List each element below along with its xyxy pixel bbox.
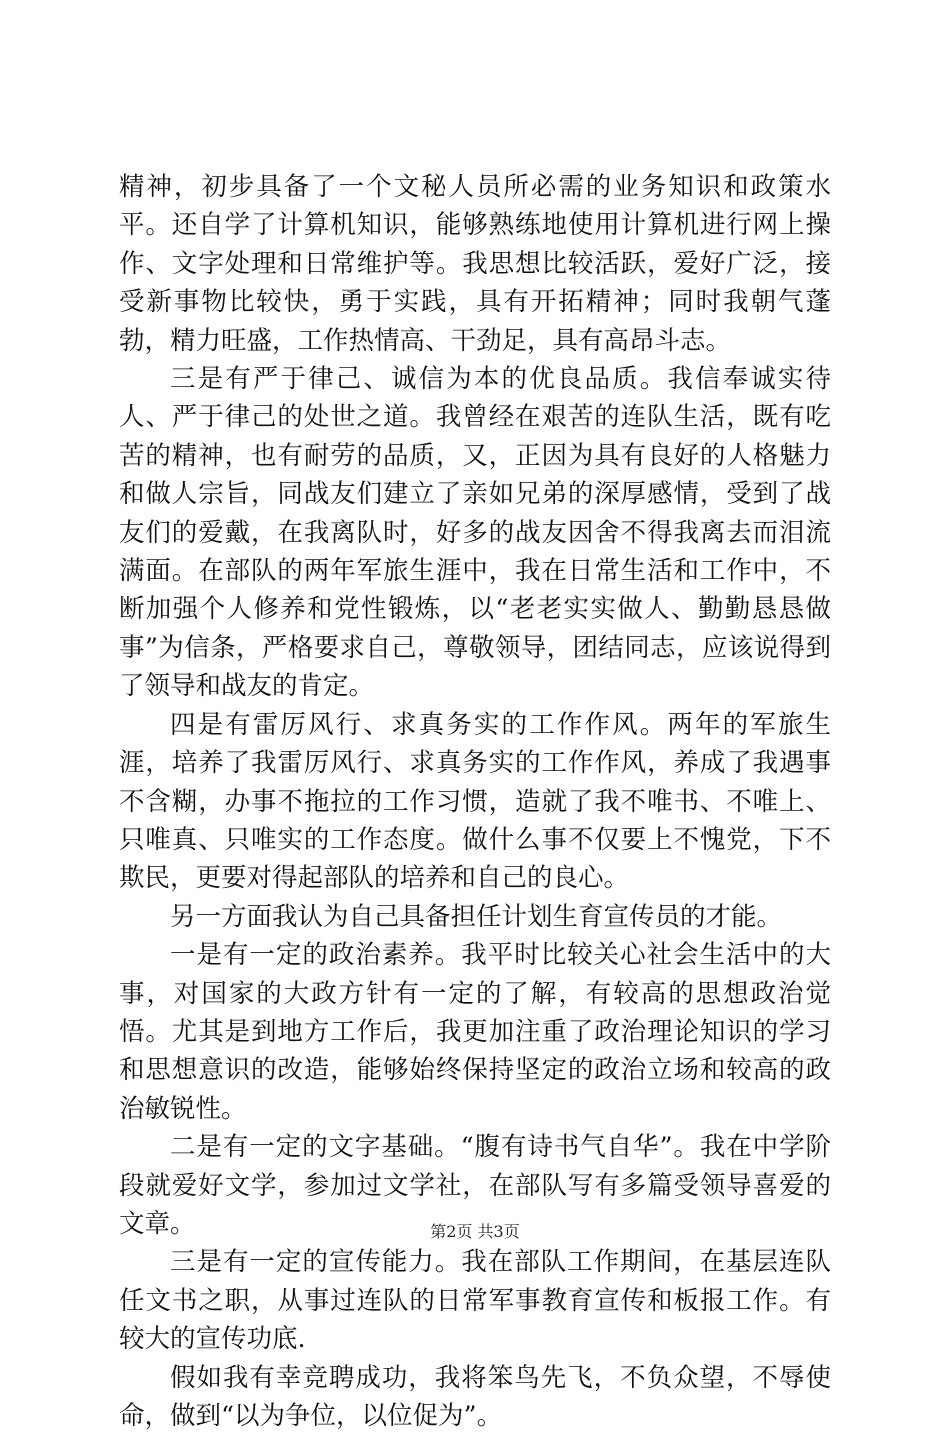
paragraph-writing: 二是有一定的文字基础。“腹有诗书气自华”。我在中学阶段就爱好文学，参加过文学社，在部队写有多篇受领导喜爱的文章。 (119, 1132, 831, 1239)
paragraph-other-aspect: 另一方面我认为自己具备担任计划生育宣传员的才能。 (170, 901, 783, 932)
paragraph-integrity: 三是有严于律己、诚信为本的优良品质。我信奉诚实待人、严于律己的处世之道。我曾经在艰苦的连队生活，既有吃苦的精神，也有耐劳的品质，又，正因为具有良好的人格魅力和做人宗旨，同战友们建立了亲如兄弟的深厚感情，受到了战友们的爱戴，在我离队时，好多的战友因舍不得我离去而泪流满面。在部队的两年军旅生涯中，我在日常生活和工作中，不断加强个人修养和党性锻炼，以“老老实实做人、勤勤恳恳做事”为信条，严格要求自己，尊敬领导，团结同志，应该说得到了领导和战友的肯定。 (119, 364, 831, 702)
paragraph-continuation: 精神，初步具备了一个文秘人员所必需的业务知识和政策水平。还自学了计算机知识，能够熟练地使用计算机进行网上操作、文字处理和日常维护等。我思想比较活跃，爱好广泛，接受新事物比较快，勇于实践，具有开拓精神；同时我朝气蓬勃，精力旺盛，工作热情高、干劲足，具有高昂斗志。 (119, 172, 831, 356)
paragraph-conclusion: 假如我有幸竞聘成功，我将笨鸟先飞，不负众望，不辱使命，做到“以为争位，以位促为”。 (119, 1362, 831, 1431)
paragraph-publicity: 三是有一定的宣传能力。我在部队工作期间，在基层连队任文书之职，从事过连队的日常军事教育宣传和板报工作。有较大的宣传功底. (119, 1247, 831, 1355)
paragraph-political: 一是有一定的政治素养。我平时比较关心社会生活中的大事，对国家的大政方针有一定的了解，有较高的思想政治觉悟。尤其是到地方工作后，我更加注重了政治理论知识的学习和思想意识的改造，能够始终保持坚定的政治立场和较高的政治敏锐性。 (119, 940, 831, 1124)
paragraph-work-style: 四是有雷厉风行、求真务实的工作作风。两年的军旅生涯，培养了我雷厉风行、求真务实的工作作风，养成了我遇事不含糊，办事不拖拉的工作习惯，造就了我不唯书、不唯上、只唯真、只唯实的工作态度。做什么事不仅要上不愧党，下不欺民，更要对得起部队的培养和自己的良心。 (119, 709, 831, 894)
document-body (119, 168, 831, 1435)
page-number-footer: 第2页 共3页 (430, 1222, 520, 1241)
